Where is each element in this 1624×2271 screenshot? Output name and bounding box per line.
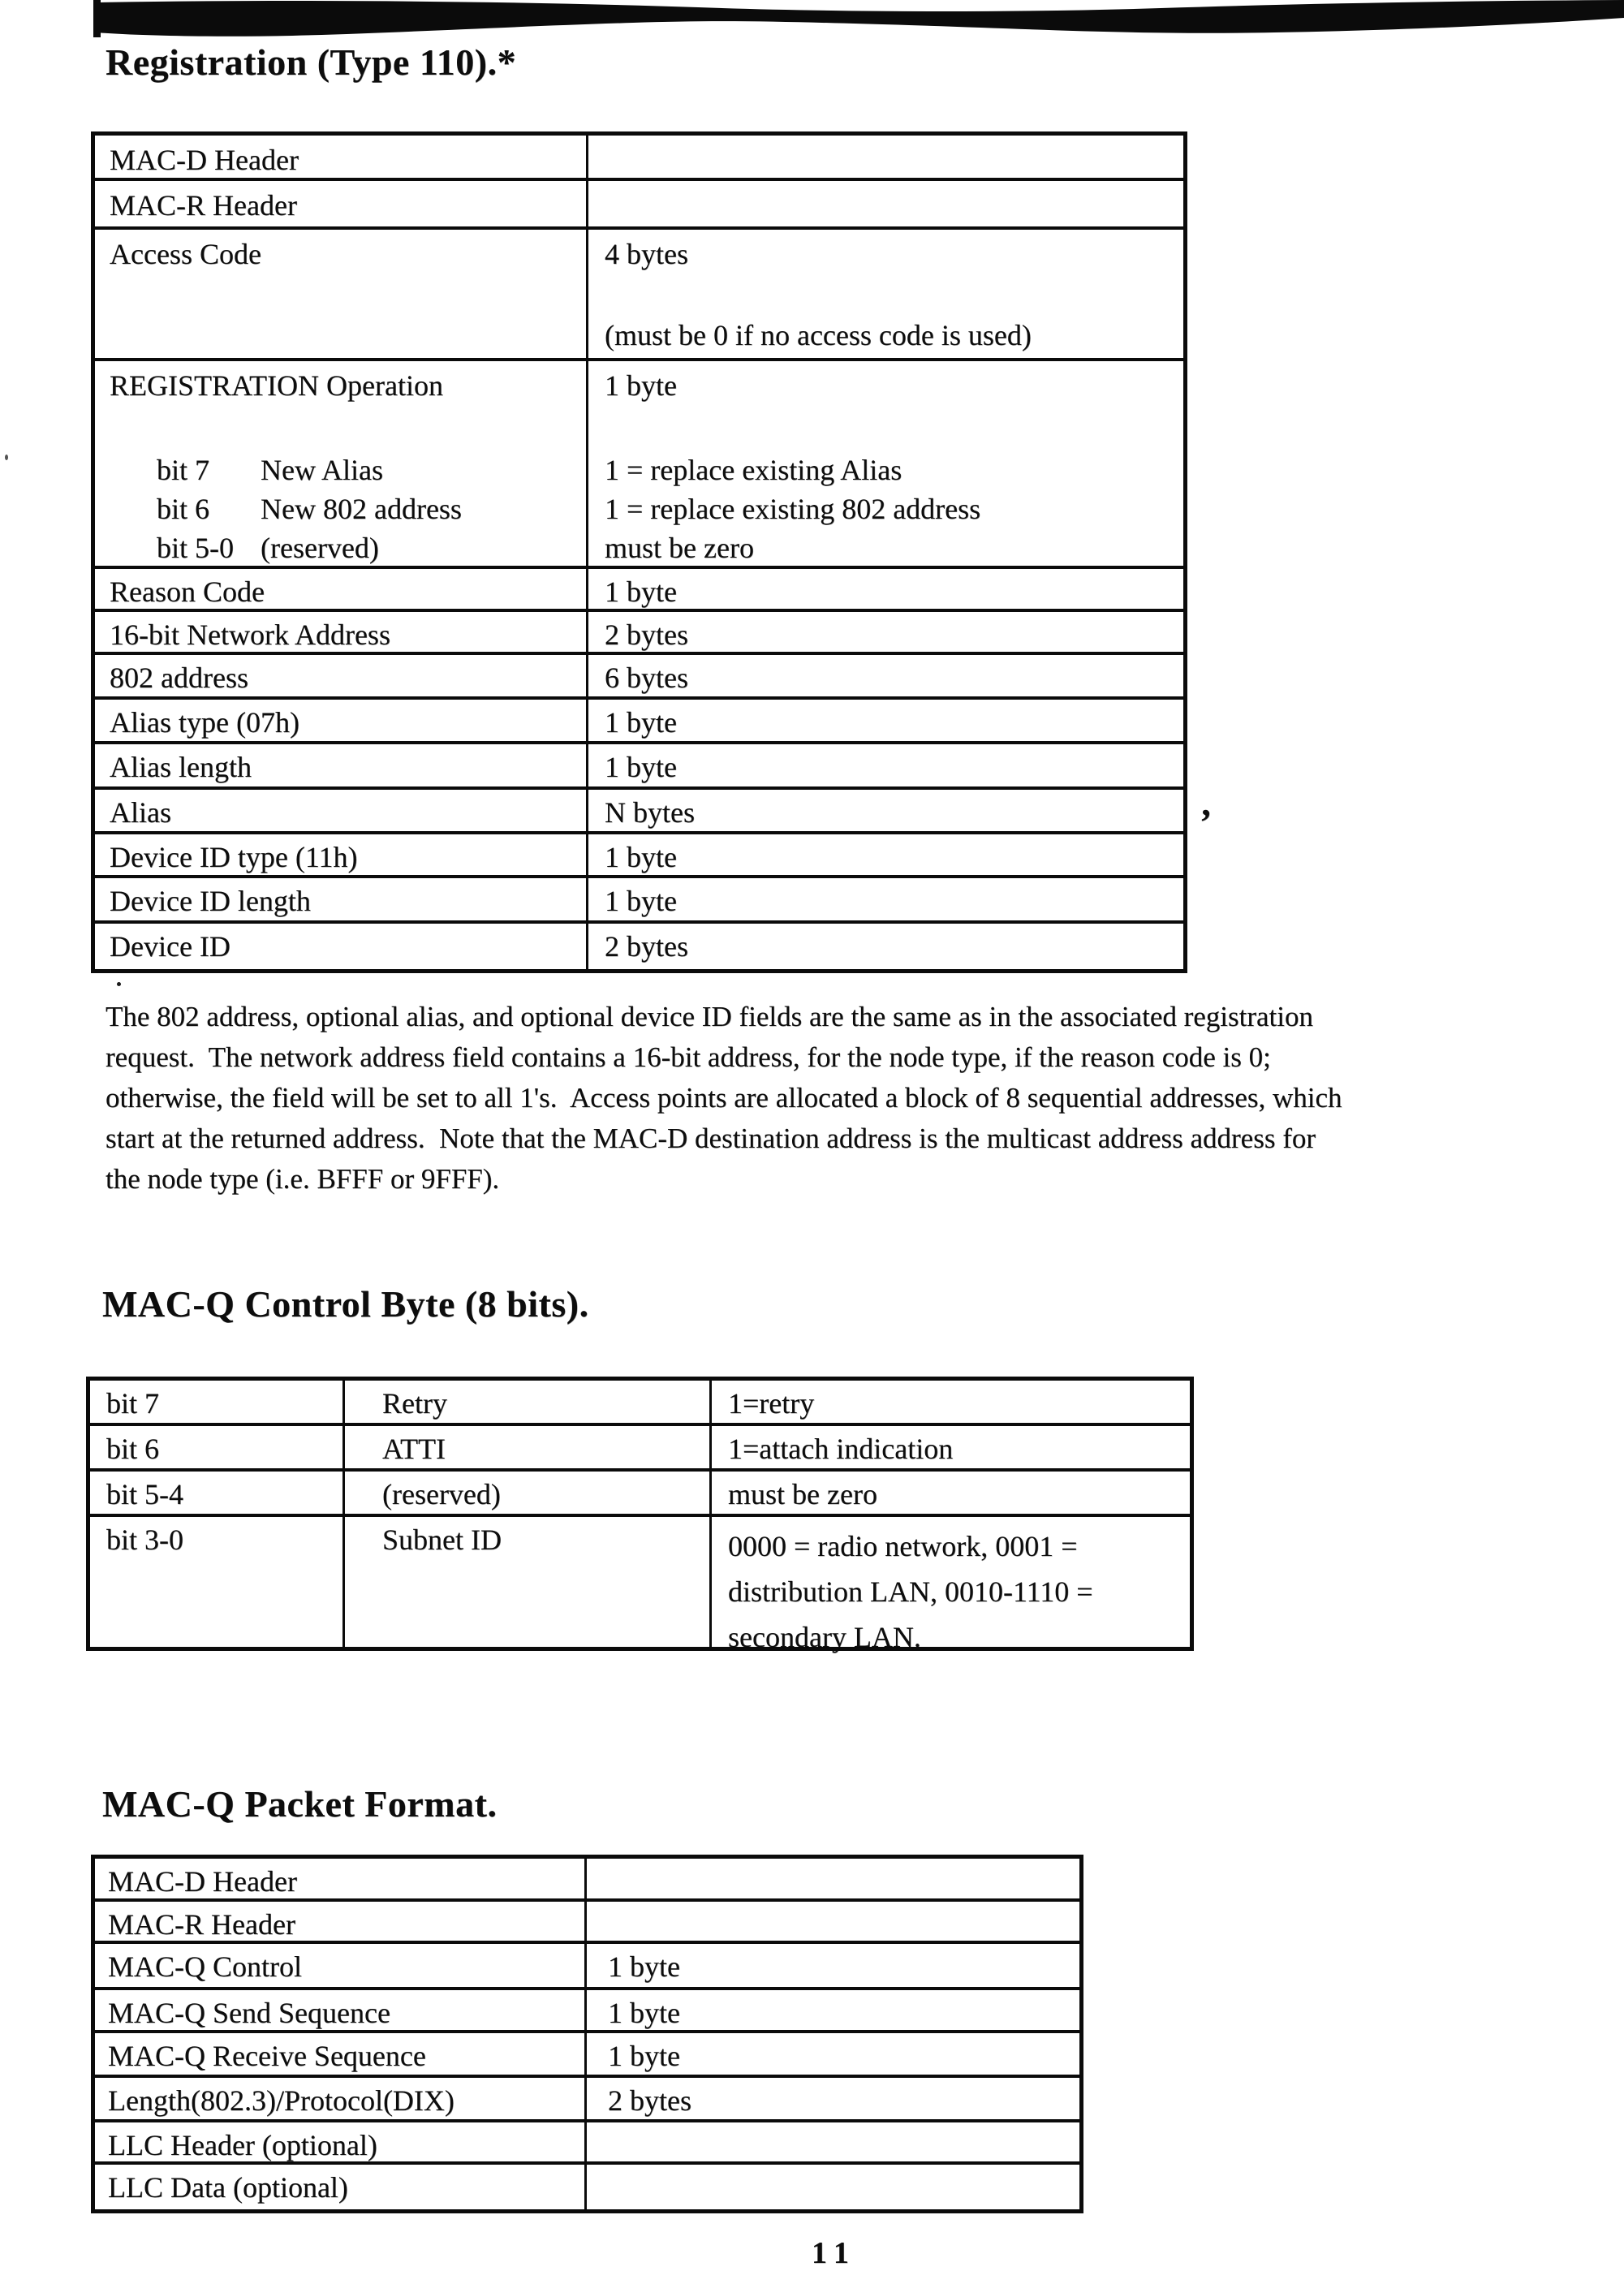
table-row (95, 612, 1183, 655)
table-row (95, 2033, 1079, 2078)
mac-q-control-byte-table (86, 1377, 1194, 1651)
field-cell: 16-bit Network Address (95, 612, 588, 652)
size-cell (587, 2122, 1079, 2161)
size-cell: 1 byte (608, 1950, 680, 1983)
table-row (95, 1990, 1079, 2033)
field-cell: Reason Code (95, 569, 588, 609)
bit-cell: bit 3-0 (90, 1517, 345, 1647)
table-row (95, 361, 1183, 569)
size-cell: 1 byte (605, 575, 677, 608)
table-row (95, 744, 1183, 790)
table-row (95, 790, 1183, 834)
size-note: (must be 0 if no access code is used) (605, 319, 1032, 351)
field-value: REGISTRATION Operation (110, 369, 443, 402)
size-value: 4 bytes (605, 238, 688, 270)
field-cell: 802 address (95, 655, 588, 696)
size-cell: 1 byte (605, 706, 677, 739)
table-row (95, 1902, 1079, 1944)
table-row (95, 230, 1183, 361)
size-cell: 2 bytes (605, 618, 688, 651)
scan-artifact-quote: ’ (1200, 801, 1213, 842)
paragraph-line: start at the returned address. Note that the MAC-D destination address is the multicast address address for (106, 1123, 1316, 1154)
table-row (90, 1472, 1190, 1517)
scan-speck (5, 455, 8, 460)
desc-cell (712, 1517, 1190, 1653)
bit-definition (110, 489, 586, 528)
heading-mac-q-control-byte: MAC-Q Control Byte (8 bits). (102, 1283, 589, 1325)
size-cell: 6 bytes (605, 661, 688, 694)
spacer (605, 402, 1183, 450)
desc-line: distribution LAN, 0010-1110 = (728, 1575, 1093, 1608)
field-cell (95, 361, 588, 566)
name-cell: ATTI (345, 1426, 712, 1468)
page-number: 11 (812, 2236, 857, 2270)
table-row (95, 834, 1183, 878)
desc-cell: 1=attach indication (728, 1433, 954, 1465)
table-row (95, 2122, 1079, 2165)
bit-name: New 802 address (261, 493, 462, 525)
bit-name: (reserved) (261, 532, 379, 564)
table-row (95, 1944, 1079, 1990)
table-row (90, 1381, 1190, 1426)
bit-description: 1 = replace existing Alias (605, 454, 902, 486)
bit-definition (110, 528, 586, 567)
scan-speck (117, 982, 121, 986)
name-cell: (reserved) (345, 1472, 712, 1514)
field-cell: Alias type (07h) (95, 700, 588, 741)
field-cell: Alias length (95, 744, 588, 786)
field-cell: Access Code (95, 230, 588, 358)
size-cell: 1 byte (608, 1997, 680, 2029)
bit-cell: bit 7 (90, 1381, 345, 1423)
field-cell: MAC-D Header (95, 136, 588, 178)
field-cell: MAC-R Header (95, 181, 588, 226)
field-cell: Length(802.3)/Protocol(DIX) (95, 2078, 587, 2119)
heading-registration-type-110: Registration (Type 110).* (106, 41, 517, 83)
paragraph-line: the node type (i.e. BFFF or 9FFF). (106, 1163, 500, 1195)
name-cell: Retry (345, 1381, 712, 1423)
size-cell: 2 bytes (608, 2084, 691, 2117)
size-cell (588, 230, 1183, 358)
size-cell (587, 2165, 1079, 2209)
table-row (95, 700, 1183, 744)
bit-cell: bit 6 (90, 1426, 345, 1468)
desc-cell: must be zero (728, 1478, 877, 1510)
field-cell: Device ID length (95, 878, 588, 920)
table-row (95, 1859, 1079, 1902)
field-cell: LLC Header (optional) (95, 2122, 587, 2161)
table-row (95, 878, 1183, 924)
table-row (95, 569, 1183, 612)
size-cell: 2 bytes (605, 930, 688, 963)
size-cell: 1 byte (605, 751, 677, 783)
size-cell (588, 136, 1183, 178)
field-cell: MAC-Q Send Sequence (95, 1990, 587, 2030)
bit-definition (110, 450, 586, 489)
bit-label: bit 6 (157, 493, 210, 525)
field-cell: LLC Data (optional) (95, 2165, 587, 2209)
table-row (95, 2078, 1079, 2122)
field-cell: MAC-D Header (95, 1859, 587, 1898)
size-cell (587, 1902, 1079, 1941)
size-cell: 1 byte (605, 885, 677, 917)
paragraph-line: request. The network address field contains a 16-bit address, for the node type, if the reason code is 0; (106, 1041, 1271, 1073)
size-cell: N bytes (605, 796, 695, 829)
paragraph-line: otherwise, the field will be set to all 1's. Access points are allocated a block of 8 sequential addresses, which (106, 1082, 1342, 1114)
bit-description: must be zero (605, 532, 754, 564)
table-row (95, 655, 1183, 700)
bit-label: bit 7 (157, 454, 210, 486)
field-cell: Alias (95, 790, 588, 831)
field-cell: MAC-Q Control (95, 1944, 587, 1987)
desc-line: 0000 = radio network, 0001 = (728, 1530, 1078, 1562)
name-cell: Subnet ID (345, 1517, 712, 1647)
table-row (95, 924, 1183, 969)
desc-cell: 1=retry (728, 1387, 815, 1420)
bit-description: 1 = replace existing 802 address (605, 493, 981, 525)
spacer (110, 402, 586, 450)
field-cell: MAC-Q Receive Sequence (95, 2033, 587, 2075)
table-row (95, 136, 1183, 181)
size-value: 1 byte (605, 369, 677, 402)
bit-cell: bit 5-4 (90, 1472, 345, 1514)
size-cell (588, 361, 1183, 566)
table-row (95, 181, 1183, 230)
bit-name: New Alias (261, 454, 383, 486)
heading-mac-q-packet-format: MAC-Q Packet Format. (102, 1783, 498, 1825)
registration-packet-table (91, 131, 1187, 973)
table-row (90, 1426, 1190, 1472)
body-paragraph (106, 997, 1342, 1200)
table-row (95, 2165, 1079, 2209)
field-cell: MAC-R Header (95, 1902, 587, 1941)
mac-q-packet-format-table (91, 1855, 1083, 2213)
size-cell (587, 1859, 1079, 1898)
bit-label: bit 5-0 (157, 532, 234, 564)
field-cell: Device ID type (11h) (95, 834, 588, 875)
table-row (90, 1517, 1190, 1653)
size-cell (588, 181, 1183, 226)
desc-line: secondary LAN. (728, 1621, 921, 1653)
size-cell: 1 byte (608, 2040, 680, 2072)
field-cell: Device ID (95, 924, 588, 969)
paragraph-line: The 802 address, optional alias, and optional device ID fields are the same as in the associated registration (106, 1001, 1313, 1032)
size-cell: 1 byte (605, 841, 677, 873)
